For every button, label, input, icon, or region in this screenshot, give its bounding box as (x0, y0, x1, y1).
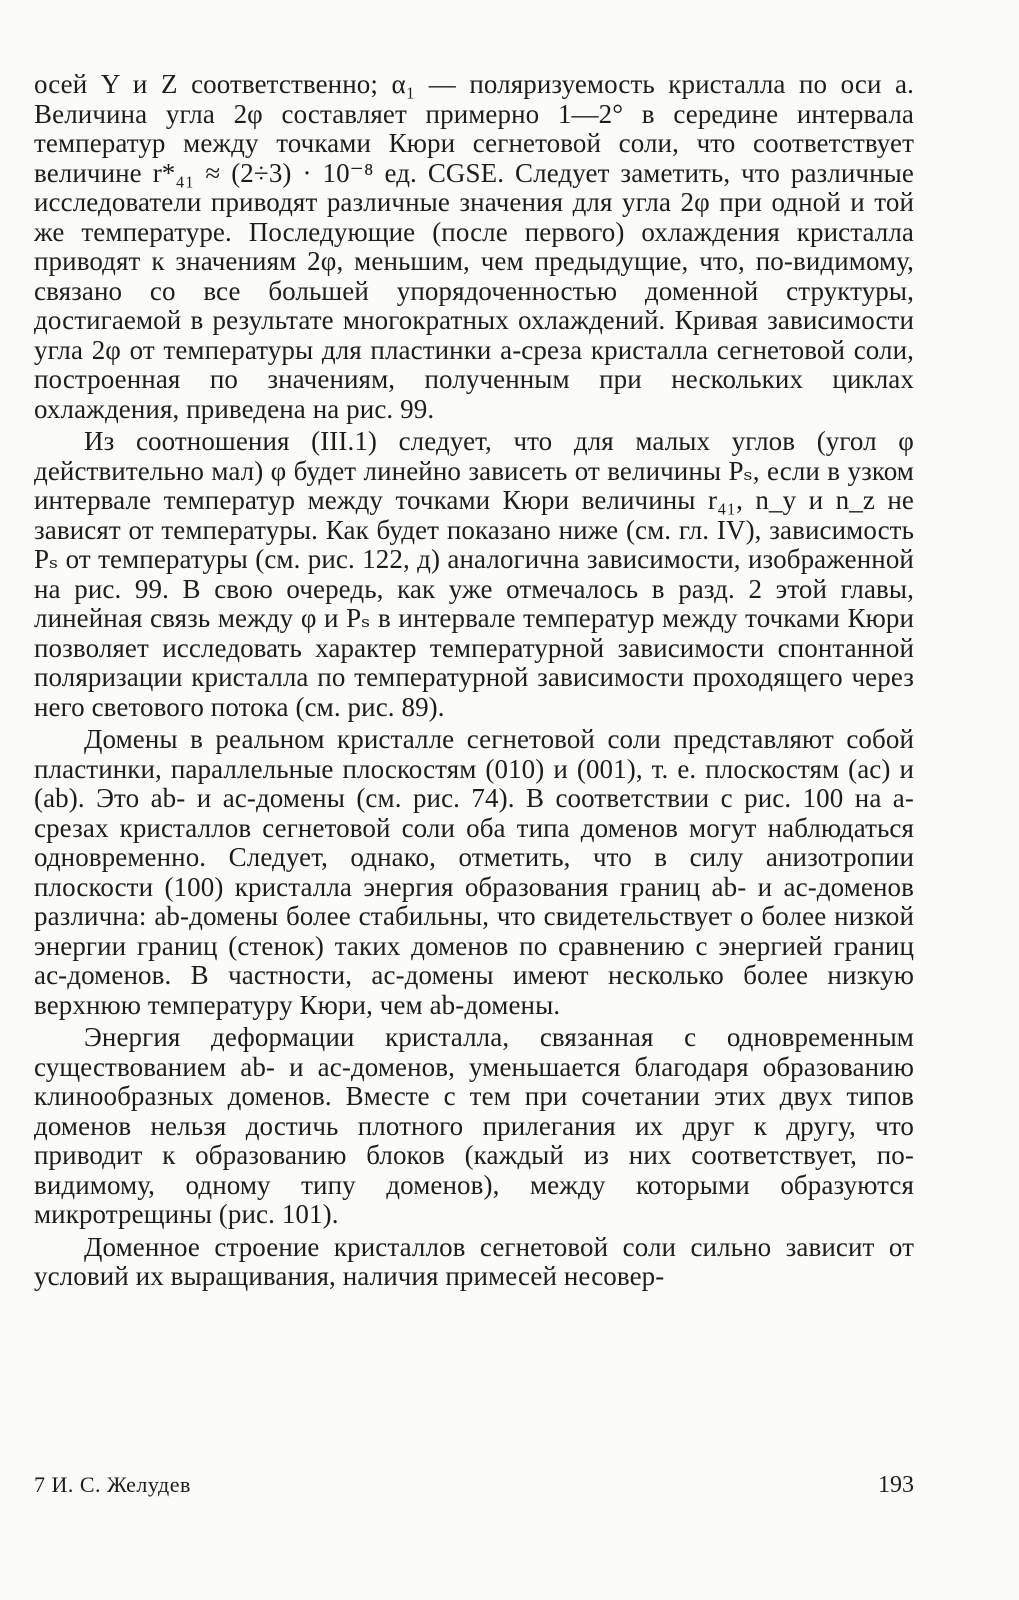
page-footer (34, 1472, 914, 1504)
paragraph-4: Энергия деформации кристалла, связанная с одновременным существованием ab- и ac-доменов, уменьшается благодаря образованию клинообразных доменов. Вместе с тем при сочетании этих двух типов доменов нельзя достичь плотного прилегания их друг к другу, что приводит к образованию блоков (каждый из них соответствует, по-видимому, одному типу доменов), между которыми образуются микротрещины (рис. 101). (34, 1022, 914, 1229)
paragraph-2: Из соотношения (III.1) следует, что для малых углов (угол φ действительно мал) φ будет линейно зависеть от величины Pₛ, если в узком интервале температур между точками Кюри величины r₄₁, n_y и n_z не зависят от температуры. Как будет показано ниже (см. гл. IV), зависимость Pₛ от температуры (см. рис. 122, д) аналогична зависимости, изображенной на рис. 99. В свою очередь, как уже отмечалось в разд. 2 этой главы, линейная связь между φ и Pₛ в интервале температур между точками Кюри позволяет исследовать характер температурной зависимости спонтанной поляризации кристалла по температурной зависимости проходящего через него светового потока (см. рис. 89). (34, 426, 914, 722)
signature-mark: 7 И. С. Желудев (34, 1472, 191, 1497)
paragraph-5: Доменное строение кристаллов сегнетовой соли сильно зависит от условий их выращивания, наличия примесей несовер- (34, 1231, 914, 1291)
page-number: 193 (878, 1472, 914, 1498)
paragraph-3: Домены в реальном кристалле сегнетовой соли представляют собой пластинки, параллельные плоскостям (010) и (001), т. е. плоскостям (ac) и (ab). Это ab- и ac-домены (см. рис. 74). В соответствии с рис. 100 на a-срезах кристаллов сегнетовой соли оба типа доменов могут наблюдаться одновременно. Следует, однако, отметить, что в силу анизотропии плоскости (100) кристалла энергия образования границ ab- и ac-доменов различна: ab-домены более стабильны, что свидетельствует о более низкой энергии границ (стенок) таких доменов по сравнению с энергией границ ac-доменов. В частности, ac-домены имеют несколько более низкую верхнюю температуру Кюри, чем ab-домены. (34, 724, 914, 1020)
paragraph-1: осей Y и Z соответственно; α₁ — поляризуемость кристалла по оси a. Величина угла 2φ составляет примерно 1—2° в середине интервала температур между точками Кюри сегнетовой соли, что соответствует величине r*₄₁ ≈ (2÷3) · 10⁻⁸ ед. CGSE. Следует заметить, что различные исследователи приводят различные значения для угла 2φ при одной и той же температуре. Последующие (после первого) охлаждения кристалла приводят к значениям 2φ, меньшим, чем предыдущие, что, по-видимому, связано со все большей упорядоченностью доменной структуры, достигаемой в результате многократных охлаждений. Кривая зависимости угла 2φ от температуры для пластинки a-среза кристалла сегнетовой соли, построенная по значениям, полученным при нескольких циклах охлаждения, приведена на рис. 99. (34, 69, 914, 424)
page-body-text (34, 70, 914, 1292)
